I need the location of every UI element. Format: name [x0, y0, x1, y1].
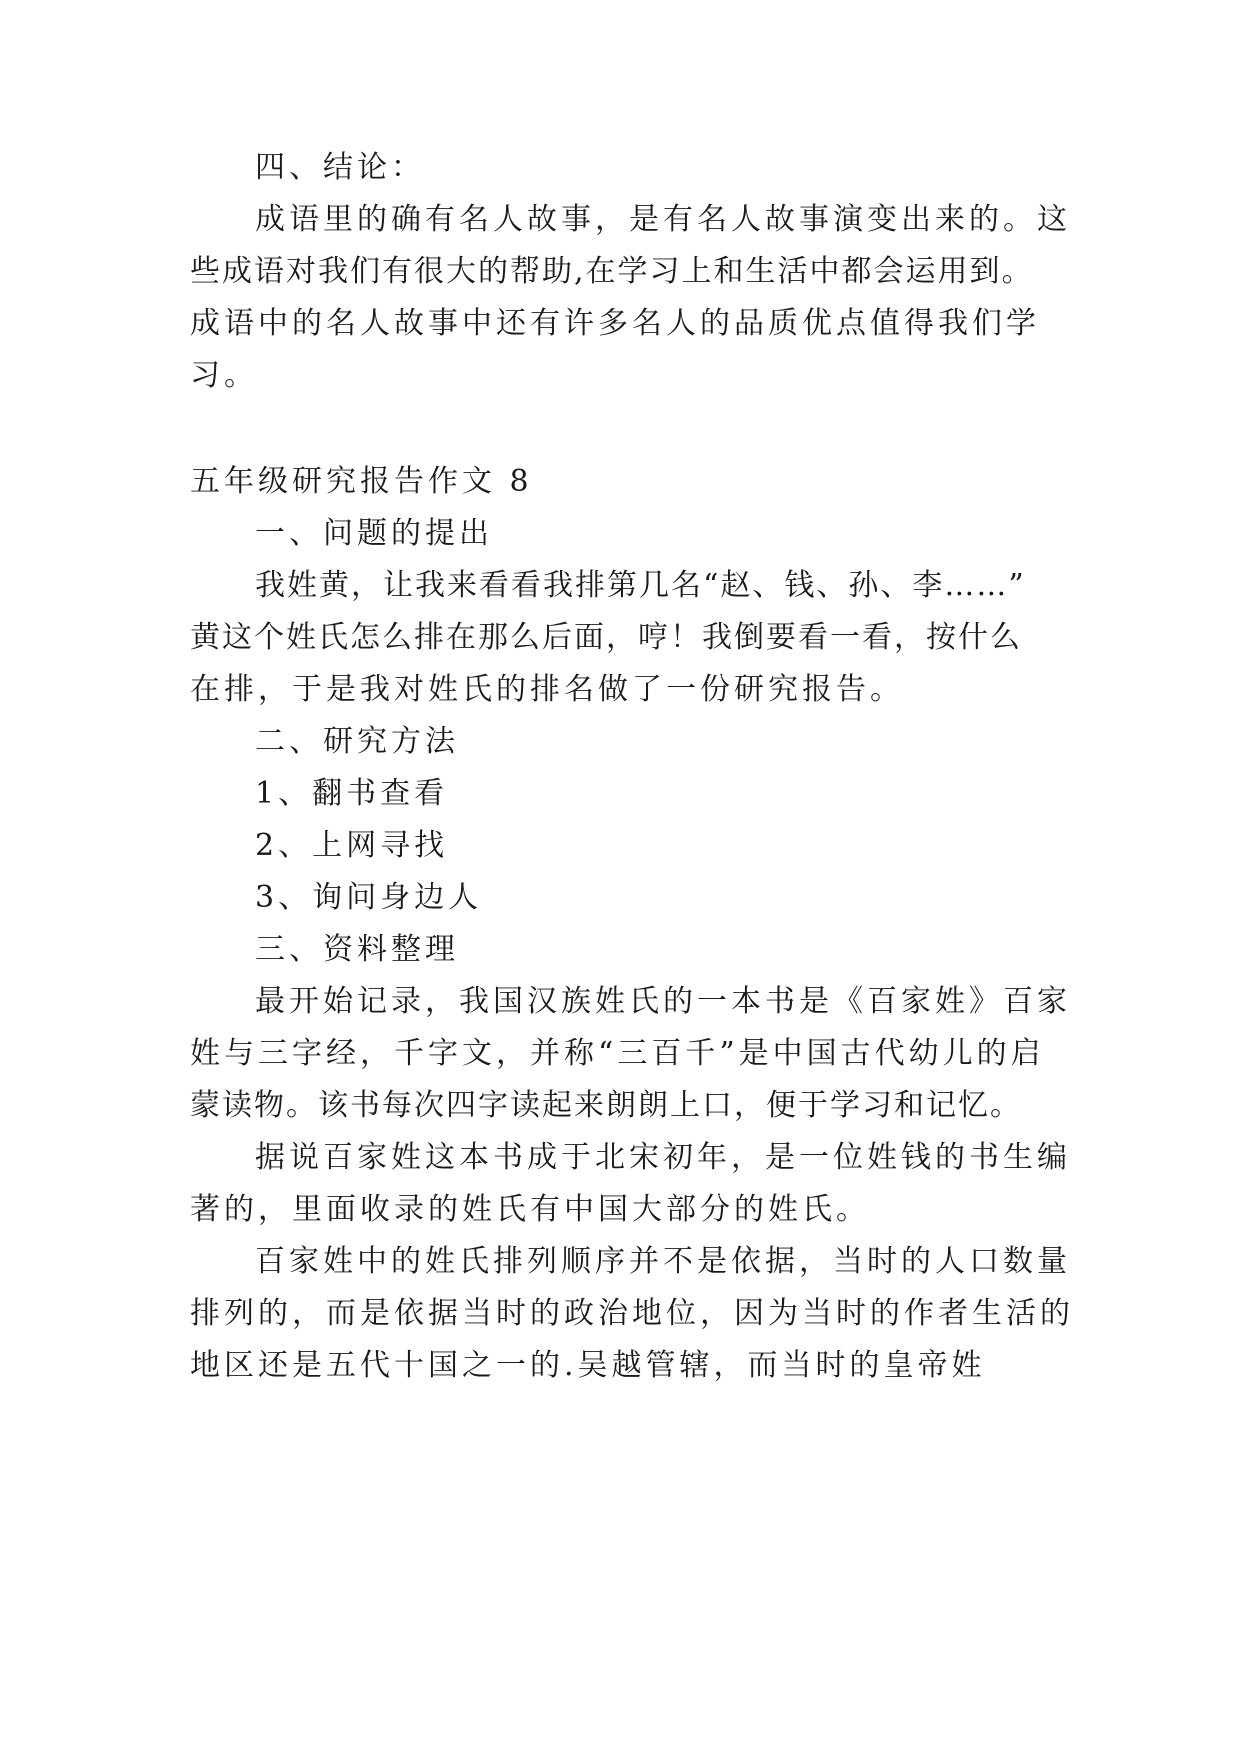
data-paragraph-line: 最开始记录，我国汉族姓氏的一本书是《百家姓》百家: [255, 984, 1071, 1019]
question-line: 黄这个姓氏怎么排在那么后面，哼！我倒要看一看，按什么: [190, 620, 1022, 655]
data-paragraph-line: 排列的，而是依据当时的政治地位，因为当时的作者生活的: [190, 1296, 1074, 1331]
conclusion-line: 成语中的名人故事中还有许多名人的品质优点值得我们学: [190, 306, 1040, 341]
question-line: 我姓黄，让我来看看我排第几名“赵、钱、孙、李……”: [255, 568, 1026, 603]
data-paragraph-line: 姓与三字经，千字文，并称“三百千”是中国古代幼儿的启: [190, 1036, 1045, 1071]
question-heading: 一、问题的提出: [255, 516, 493, 551]
data-paragraph-line: 百家姓中的姓氏排列顺序并不是依据，当时的人口数量: [255, 1244, 1071, 1279]
method-item: 1、翻书查看: [255, 776, 449, 811]
conclusion-heading: 四、结论：: [255, 150, 425, 185]
conclusion-line: 些成语对我们有很大的帮助,在学习上和生活中都会运用到。: [190, 254, 1034, 289]
method-heading: 二、研究方法: [255, 724, 459, 759]
method-item: 2、上网寻找: [255, 828, 449, 863]
question-line: 在排，于是我对姓氏的排名做了一份研究报告。: [190, 672, 904, 707]
data-paragraph-line: 地区还是五代十国之一的.吴越管辖，而当时的皇帝姓: [190, 1348, 986, 1383]
data-heading: 三、资料整理: [255, 932, 459, 967]
conclusion-line: 习。: [190, 358, 258, 393]
essay-title: 五年级研究报告作文 8: [190, 464, 533, 499]
data-paragraph-line: 据说百家姓这本书成于北宋初年，是一位姓钱的书生编: [255, 1140, 1071, 1175]
conclusion-line: 成语里的确有名人故事，是有名人故事演变出来的。这: [255, 202, 1071, 237]
data-paragraph-line: 著的，里面收录的姓氏有中国大部分的姓氏。: [190, 1192, 870, 1227]
data-paragraph-line: 蒙读物。该书每次四字读起来朗朗上口，便于学习和记忆。: [190, 1088, 1022, 1123]
method-item: 3、询问身边人: [255, 880, 483, 915]
